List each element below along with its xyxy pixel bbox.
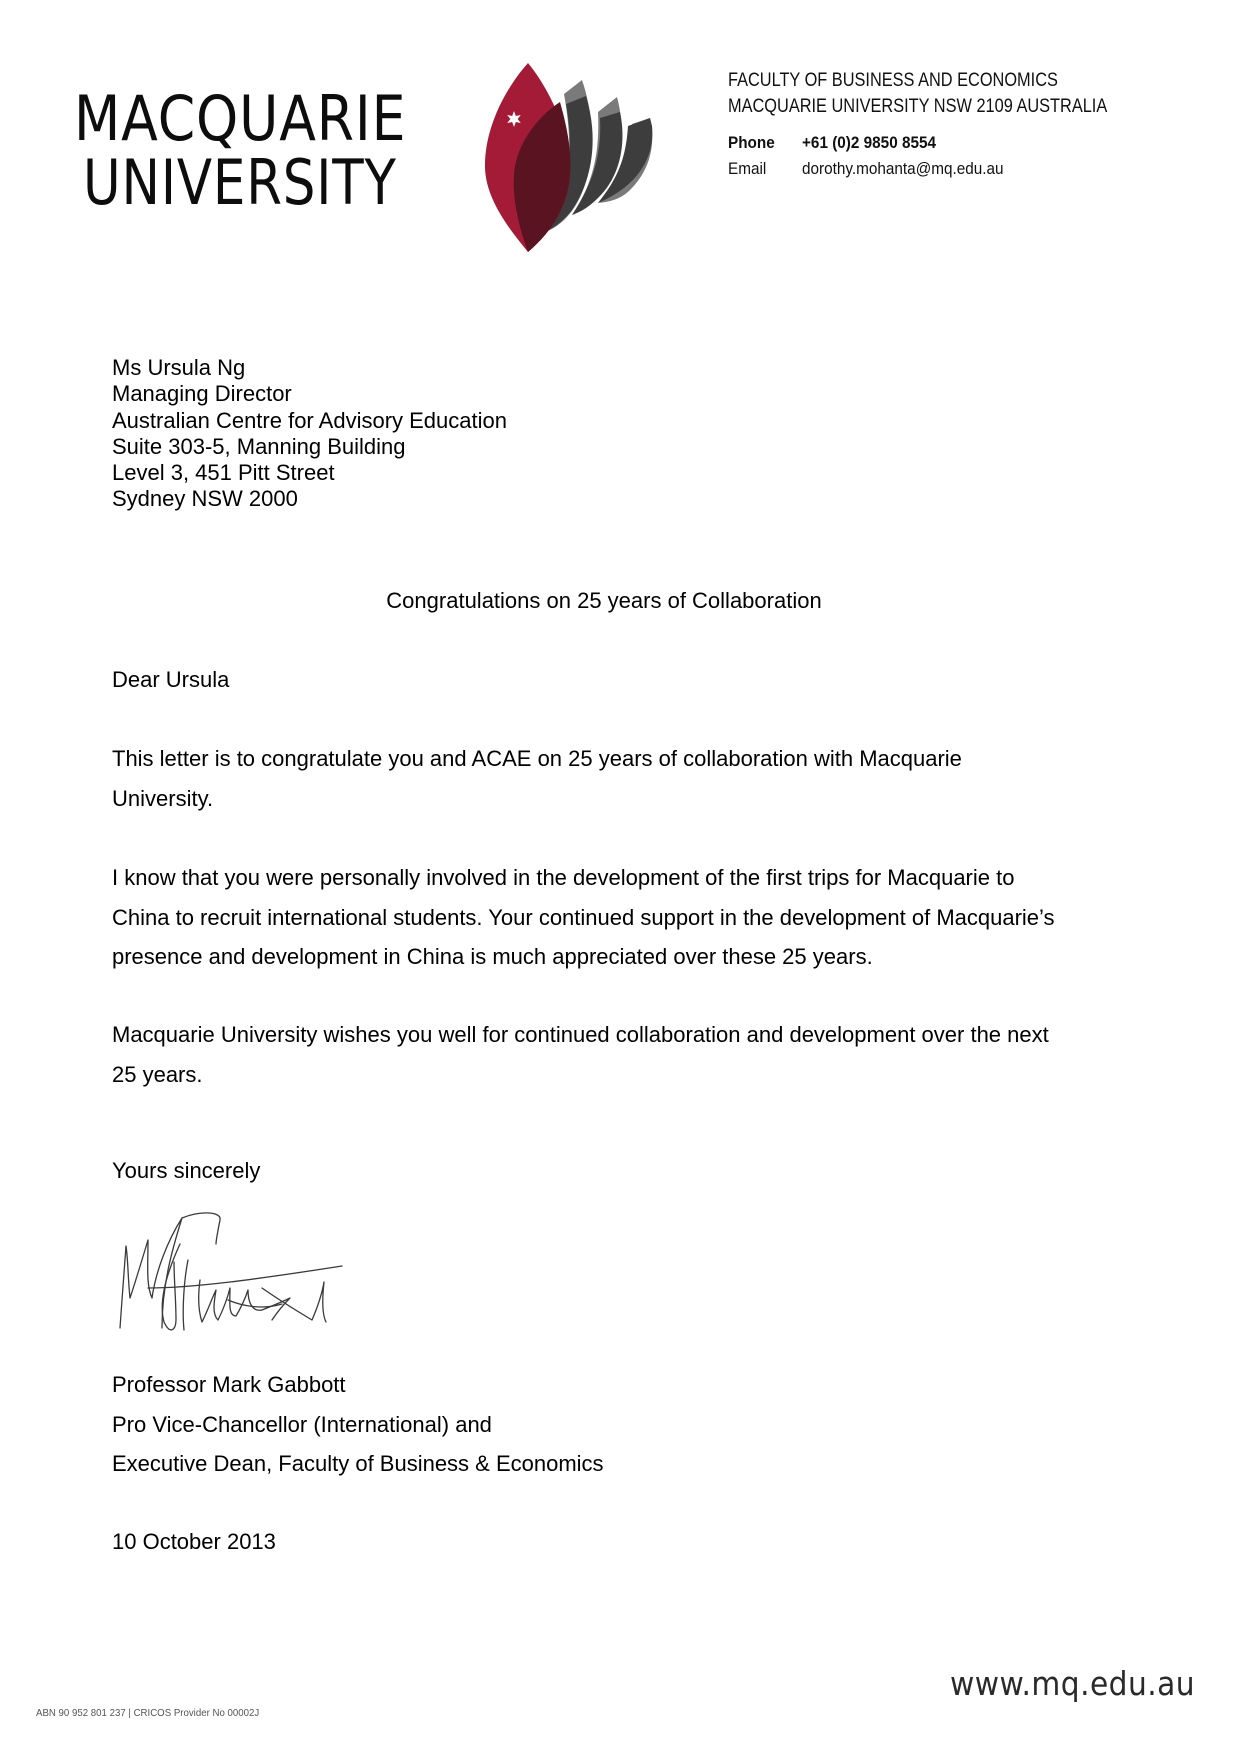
phone-label: Phone	[728, 133, 775, 152]
recipient-suite: Suite 303-5, Manning Building	[112, 433, 406, 459]
website-link[interactable]: www.mq.edu.au	[950, 1664, 1196, 1703]
recipient-name: Ms Ursula Ng	[112, 355, 246, 380]
body-paragraph-1	[112, 746, 962, 825]
recipient-title: Managing Director	[112, 381, 292, 407]
university-address: MACQUARIE UNIVERSITY NSW 2109 AUSTRALIA	[728, 96, 1108, 117]
letter-subject: Congratulations on 25 years of Collaboration	[386, 588, 822, 613]
salutation: Dear Ursula	[112, 667, 230, 692]
recipient-address	[112, 355, 507, 513]
paragraph-line: China to recruit international students. Your continued support in the development of Macquarie’s	[112, 904, 1055, 930]
email-label: Email	[728, 159, 767, 178]
paragraph-line: I know that you were personally involved in the development of the first trips for Macquarie to	[112, 865, 1015, 890]
paragraph-line: 25 years.	[112, 1061, 203, 1087]
paragraph-line: presence and development in China is much appreciated over these 25 years.	[112, 944, 873, 969]
faculty-name: FACULTY OF BUSINESS AND ECONOMICS	[728, 70, 1058, 91]
body-paragraph-2	[112, 865, 1055, 984]
university-wordmark	[74, 82, 461, 219]
faculty-address-block	[728, 68, 1169, 120]
closing: Yours sincerely	[112, 1158, 261, 1183]
recipient-organisation: Australian Centre for Advisory Education	[112, 407, 507, 433]
signatory-name: Professor Mark Gabbott	[112, 1372, 346, 1397]
phone-number: +61 (0)2 9850 8554	[802, 133, 936, 152]
paragraph-line: This letter is to congratulate you and ACAE on 25 years of collaboration with Macquarie	[112, 746, 962, 771]
recipient-city: Sydney NSW 2000	[112, 486, 298, 512]
macquarie-flame-logo-icon	[480, 60, 660, 260]
body-paragraph-3	[112, 1022, 1049, 1101]
letter-date: 10 October 2013	[112, 1529, 276, 1554]
paragraph-line: Macquarie University wishes you well for continued collaboration and development over the next	[112, 1022, 1049, 1047]
handwritten-signature-icon	[112, 1210, 372, 1350]
wordmark-line-1: MACQUARIE	[74, 82, 407, 155]
wordmark-line-2: UNIVERSITY	[83, 146, 397, 219]
signatory-title-2: Executive Dean, Faculty of Business & Economics	[112, 1451, 604, 1476]
signatory-block	[112, 1372, 604, 1491]
paragraph-line: University.	[112, 785, 214, 811]
email-address[interactable]: dorothy.mohanta@mq.edu.au	[802, 159, 1004, 178]
recipient-street: Level 3, 451 Pitt Street	[112, 460, 335, 486]
signatory-title-1: Pro Vice-Chancellor (International) and	[112, 1411, 492, 1437]
registration-numbers: ABN 90 952 801 237 | CRICOS Provider No 00002J	[36, 1707, 260, 1719]
